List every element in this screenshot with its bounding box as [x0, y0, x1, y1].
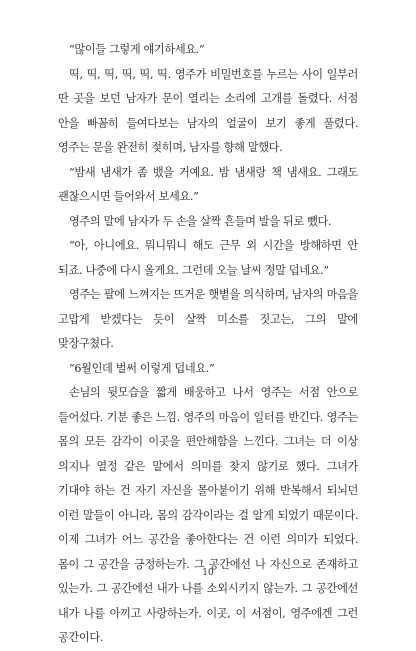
paragraph-5: “아, 아니에요. 뭐니뭐니 해도 근무 외 시간을 방해하면 안 되죠. 나중에 다시 올게요. 그런데 오늘 날씨 정말 덥네요.” — [58, 239, 358, 277]
body-text — [58, 38, 358, 651]
paragraph-8: 손님의 뒷모습을 짧게 배웅하고 나서 영주는 서점 안으로 들어섰다. 기분 좋은 느낌. 영주의 마음이 일터를 반긴다. 영주는 몸의 모든 감각이 이곳을 편안해함을 느낀다. 그녀는 더 이상 의지나 열정 같은 말에서 의미를 찾지 않기로 했다. 그녀가 기대야 하는 건 자기 자신을 몰아붙이기 위해 반복해서 되뇌던 이런 말들이 아니라, 몸의 감각이라는 걸 알게 되었기 때문이다. 이제 그녀가 어느 공간을 좋아한다는 건 이런 의미가 되었다. 몸이 그 공간을 긍정하는가. 그 공간에선 나 자신으로 존재하고 있는가. 그 공간에선 내가 나를 소외시키지 않는가. 그 공간에선 내가 나를 아끼고 사랑하는가. 이곳, 이 서점이, 영주에겐 그런 공간이다. — [58, 386, 358, 644]
paragraph-6: 영주는 팔에 느껴지는 뜨거운 햇볕을 의식하며, 남자의 마음을 고맙게 받겠다는 듯이 살짝 미소를 짓고는, 그의 말에 맞장구쳤다. — [58, 288, 358, 350]
paragraph-1: “많이들 그렇게 얘기하세요.” — [69, 43, 205, 56]
paragraph-4: 영주의 말에 남자가 두 손을 살짝 흔들며 발을 뒤로 뺐다. — [69, 214, 332, 228]
paragraph-7: “6월인데 벌써 이렇게 덥네요.” — [69, 361, 215, 375]
paragraph-2: 띡, 띡, 띡, 띡, 띡, 띡. 영주가 비밀번호를 누르는 사이 일부러 딴 곳을 보던 남자가 문이 열리는 소리에 고개를 돌렸다. 서점 안을 빠꼼히 들여다보는 남자의 얼굴이 보기 좋게 풀렸다. 영주는 문을 완전히 젖히며, 남자를 향해 말했다. — [58, 67, 358, 154]
paragraph-3: “밤새 냄새가 좀 뱄을 거예요. 밤 냄새랑 책 냄새요. 그래도 괜찮으시면 들어와서 보세요.” — [58, 165, 358, 203]
page-number: 10 — [202, 568, 214, 578]
